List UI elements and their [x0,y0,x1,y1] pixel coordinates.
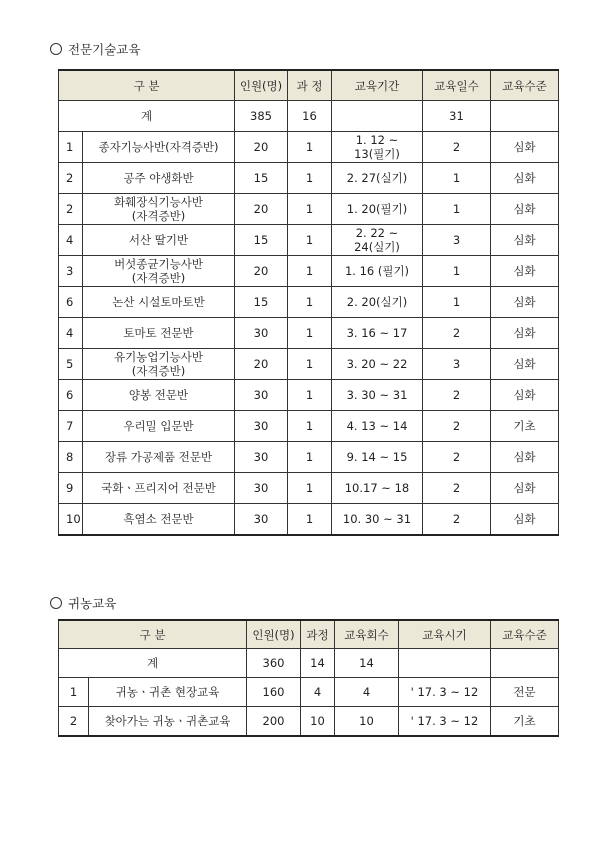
section-title-tech: 전문기술교육 [50,40,140,58]
table-row: 2 화훼장식기능사반 (자격증반) 20 1 1. 20(필기) 1 심화 [59,194,559,225]
header-people: 인원(명) [247,620,301,649]
header-category: 구 분 [59,70,235,101]
return-farming-table [58,619,559,737]
header-days: 교육일수 [423,70,491,101]
table-row: 4 토마토 전문반 30 1 3. 16 ~ 17 2 심화 [59,318,559,349]
section-title-return-farming: 귀농교육 [50,594,116,612]
header-category: 구 분 [59,620,247,649]
header-people: 인원(명) [235,70,288,101]
table-row: 2 찾아가는 귀농ㆍ귀촌교육 200 10 10 ' 17. 3 ~ 12 기초 [59,707,559,737]
table-row: 10 흑염소 전문반 30 1 10. 30 ~ 31 2 심화 [59,504,559,536]
header-period: 교육기간 [332,70,423,101]
circle-bullet-icon [50,597,62,609]
header-count: 교육회수 [335,620,399,649]
header-level: 교육수준 [491,70,559,101]
table-row: 4 서산 딸기반 15 1 2. 22 ~ 24(실기) 3 심화 [59,225,559,256]
table-row: 2 공주 야생화반 15 1 2. 27(실기) 1 심화 [59,163,559,194]
table-header-row [59,620,559,649]
table-row: 8 장류 가공제품 전문반 30 1 9. 14 ~ 15 2 심화 [59,442,559,473]
table-row: 1 귀농ㆍ귀촌 현장교육 160 4 4 ' 17. 3 ~ 12 전문 [59,678,559,707]
header-courses: 과 정 [288,70,332,101]
header-period: 교육시기 [399,620,491,649]
header-courses: 과정 [301,620,335,649]
total-row: 계 360 14 14 [59,649,559,678]
tech-education-table [58,69,559,536]
table-row: 3 버섯종균기능사반 (자격증반) 20 1 1. 16 (필기) 1 심화 [59,256,559,287]
table-row: 6 논산 시설토마토반 15 1 2. 20(실기) 1 심화 [59,287,559,318]
table-row: 7 우리밀 입문반 30 1 4. 13 ~ 14 2 기초 [59,411,559,442]
circle-bullet-icon [50,43,62,55]
table-row: 9 국화ㆍ프리지어 전문반 30 1 10.17 ~ 18 2 심화 [59,473,559,504]
table-row: 5 유기농업기능사반 (자격증반) 20 1 3. 20 ~ 22 3 심화 [59,349,559,380]
table-row: 1 종자기능사반(자격증반) 20 1 1. 12 ~ 13(필기) 2 심화 [59,132,559,163]
header-level: 교육수준 [491,620,559,649]
total-row: 계 385 16 31 [59,101,559,132]
table-row: 6 양봉 전문반 30 1 3. 30 ~ 31 2 심화 [59,380,559,411]
table-header-row [59,70,559,101]
